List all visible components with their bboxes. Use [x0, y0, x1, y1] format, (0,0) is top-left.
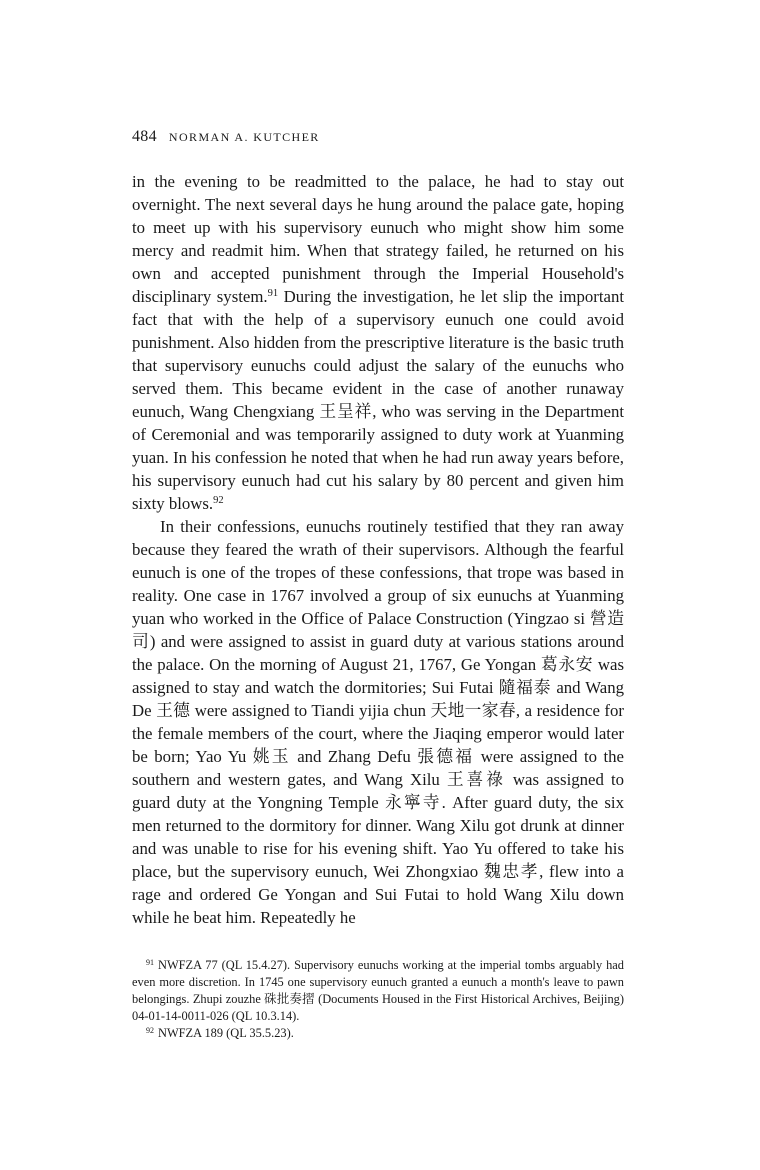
footnote-marker: 92 — [146, 1026, 154, 1035]
page-number: 484 — [132, 128, 157, 145]
footnote-marker: 91 — [146, 958, 154, 967]
footnote-text: NWFZA 77 (QL 15.4.27). Supervisory eunuchs working at the imperial tombs arguably had even more discretion. In 1745 one supervisory eunuch granted a eunuch a month's leave to pawn belongings. Zhupi zouzhe 硃批奏摺 (Documents Housed in the First Historical Archives, Beijing) 04-01-14-0011-026 (QL 10.3.14). — [132, 958, 624, 1023]
paragraph-1-text-b: During the investigation, he let slip the important fact that with the help of a supervisory eunuch one could avoid punishment. Also hidden from the prescriptive literature is the basic truth that supervisory eunuchs could adjust the salary of the eunuchs who served them. This became evident in the case of another runaway eunuch, Wang Chengxiang 王呈祥, who was serving in the Department of Ceremonial and was temporarily assigned to duty work at Yuanming yuan. In his confession he noted that when he had run away years before, his supervisory eunuch had cut his salary by 80 percent and given him sixty blows. — [132, 287, 624, 513]
footnotes — [132, 957, 624, 1042]
footnote-92 — [132, 1025, 624, 1042]
body-paragraph-1 — [132, 170, 624, 515]
footnote-text: NWFZA 189 (QL 35.5.23). — [158, 1026, 294, 1040]
footnote-reference-91[interactable]: 91 — [267, 288, 279, 299]
running-head — [132, 128, 320, 146]
paragraph-1-text-a: in the evening to be readmitted to the palace, he had to stay out overnight. The next several days he hung around the palace gate, hoping to meet up with his supervisory eunuch who might show him some mercy and readmit him. When that strategy failed, he returned on his own and accepted punishment through the Imperial Household's disciplinary system. — [132, 172, 624, 306]
footnote-91 — [132, 957, 624, 1025]
body-paragraph-2: In their confessions, eunuchs routinely testified that they ran away because they feared the wrath of their supervisors. Although the fearful eunuch is one of the tropes of these confessions, that trope was based in reality. One case in 1767 involved a group of six eunuchs at Yuanming yuan who worked in the Office of Palace Construction (Yingzao si 營造司) and were assigned to assist in guard duty at various stations around the palace. On the morning of August 21, 1767, Ge Yongan 葛永安 was assigned to stay and watch the dormitories; Sui Futai 隨福泰 and Wang De 王德 were assigned to Tiandi yijia chun 天地一家春, a residence for the female members of the court, where the Jiaqing emperor would later be born; Yao Yu 姚玉 and Zhang Defu 張德福 were assigned to the southern and western gates, and Wang Xilu 王喜祿 was assigned to guard duty at the Yongning Temple 永寧寺. After guard duty, the six men returned to the dormitory for dinner. Wang Xilu got drunk at dinner and was unable to rise for his evening shift. Yao Yu offered to take his place, but the supervisory eunuch, Wei Zhongxiao 魏忠孝, flew into a rage and ordered Ge Yongan and Sui Futai to hold Wang Xilu down while he beat him. Repeatedly he — [132, 517, 624, 927]
running-head-author: NORMAN A. KUTCHER — [168, 130, 320, 144]
footnote-reference-92[interactable]: 92 — [213, 495, 224, 506]
body-text — [132, 170, 624, 929]
